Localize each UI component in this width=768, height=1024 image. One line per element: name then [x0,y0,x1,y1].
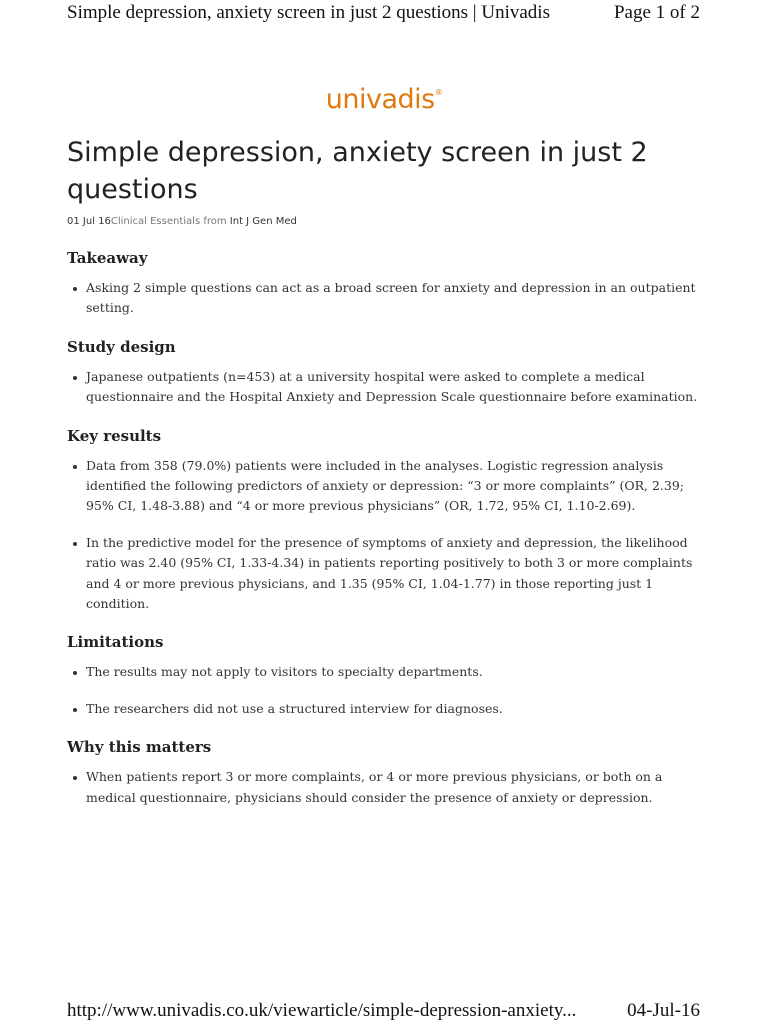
article-body [67,246,707,824]
section-heading: Limitations [67,633,164,652]
section-key-results [67,424,707,615]
bullet-list [67,662,707,719]
print-doc-title: Simple depression, anxiety screen in just 2 questions | Univadis [67,2,550,23]
article-date: 01 Jul 16 [67,216,111,227]
article-category: Clinical Essentials from [110,216,230,227]
section-takeaway [67,246,707,319]
list-item: In the predictive model for the presence of symptoms of anxiety and depression, the likelihood ratio was 2.40 (95% CI, 1.33-4.34) in patients reporting positively to both 3 or more complaints and 4 or more previous physicians, and 1.35 (95% CI, 1.04-1.77) in those reporting just 1 condition. [67,533,707,615]
print-header [67,0,700,26]
bullet-list [67,456,707,615]
article-url[interactable]: http://www.univadis.co.uk/viewarticle/simple-depression-anxiety... [67,1000,577,1021]
section-heading: Study design [67,337,176,356]
list-item: Asking 2 simple questions can act as a broad screen for anxiety and depression in an outpatient setting. [67,278,707,319]
section-heading: Why this matters [67,738,212,757]
section-study-design [67,335,707,408]
bullet-list [67,367,707,408]
section-heading: Key results [67,426,162,445]
article-meta [67,216,297,227]
section-heading: Takeaway [67,249,148,267]
section-limitations [67,630,707,719]
list-item: Data from 358 (79.0%) patients were included in the analyses. Logistic regression analysis identified the following predictors of anxiety or depression: “3 or more complaints” (OR, 2.39; 95% CI, 1.48-3.88) and “4 or more previous physicians” (OR, 1.72, 95% CI, 1.10-2.69). [67,456,707,517]
print-footer [67,998,700,1024]
article-title: Simple depression, anxiety screen in just 2 questions [67,137,648,205]
logo-wordmark: univadis [325,84,435,115]
bullet-list [67,278,707,319]
registered-mark: ® [434,88,443,97]
print-page-number: Page 1 of 2 [613,2,700,23]
list-item: The researchers did not use a structured interview for diagnoses. [67,699,707,719]
list-item: Japanese outpatients (n=453) at a university hospital were asked to complete a medical questionnaire and the Hospital Anxiety and Depression Scale questionnaire before examination. [67,367,707,408]
list-item: When patients report 3 or more complaints, or 4 or more previous physicians, or both on a medical questionnaire, physicians should consider the presence of anxiety or depression. [67,767,707,808]
univadis-logo[interactable] [0,84,768,115]
section-why-this-matters [67,735,707,808]
article-source: Int J Gen Med [229,216,297,227]
bullet-list [67,767,707,808]
print-date: 04-Jul-16 [627,1000,700,1021]
list-item: The results may not apply to visitors to specialty departments. [67,662,707,682]
